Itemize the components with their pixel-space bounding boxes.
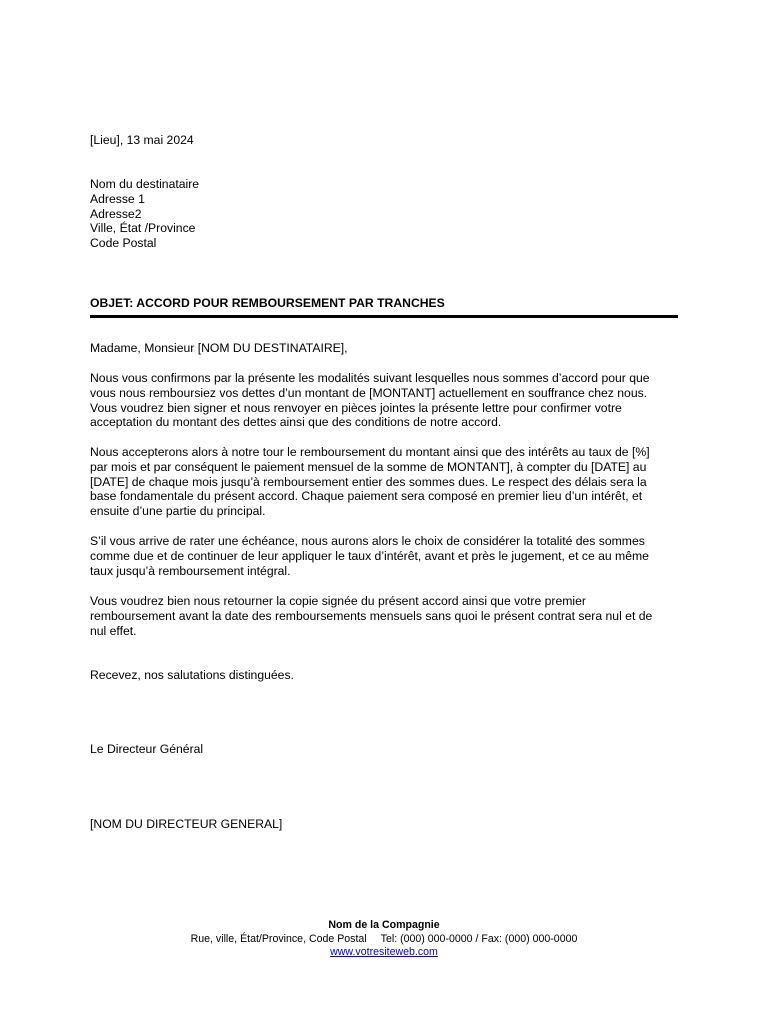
signatory-title: Le Directeur Général: [90, 742, 204, 756]
date-line: [Lieu], 13 mai 2024: [90, 133, 194, 147]
paragraph-line: Nous vous confirmons par la présente les modalités suivant lesquelles nous sommes d’accord pour que: [90, 371, 650, 385]
paragraph-line: remboursement avant la date des remboursements mensuels sans quoi le présent contrat sera nul et de: [90, 608, 653, 623]
paragraph-line: vous nous remboursiez vos dettes d’un montant de [MONTANT] actuellement en souffrance chez nous.: [90, 385, 648, 400]
paragraph-line: par mois et par conséquent le paiement mensuel de la somme de MONTANT], à compter du [DATE] au: [90, 459, 647, 474]
paragraph-line: Vous voudrez bien signer et nous renvoyer en pièces jointes la présente lettre pour confirmer votre: [90, 400, 622, 415]
paragraph-1: [90, 371, 690, 430]
footer-address: Rue, ville, État/Province, Code Postal: [190, 933, 367, 945]
recipient-address-line-2: Adresse2: [90, 206, 142, 221]
subject-divider: [90, 315, 678, 318]
website-link[interactable]: www.votresiteweb.com: [330, 946, 438, 958]
footer-website: [0, 946, 768, 960]
footer-company-name: Nom de la Compagnie: [328, 919, 440, 931]
paragraph-line: base fondamentale du présent accord. Chaque paiement sera composé en premier lieu d’un intérêt, et: [90, 489, 643, 504]
paragraph-line: S’il vous arrive de rater une échéance, nous aurons alors le choix de considérer la totalité des sommes: [90, 534, 645, 548]
recipient-city-state: Ville, État /Province: [90, 221, 196, 236]
salutation: Madame, Monsieur [NOM DU DESTINATAIRE],: [90, 341, 348, 355]
paragraph-line: Nous accepterons alors à notre tour le remboursement du montant ainsi que des intérêts au taux de [%]: [90, 445, 650, 459]
paragraph-2: [90, 445, 690, 519]
footer-phone-fax: Tel: (000) 000-0000 / Fax: (000) 000-0000: [380, 933, 578, 945]
subject-line: OBJET: ACCORD POUR REMBOURSEMENT PAR TRANCHES: [90, 296, 445, 310]
paragraph-line: Vous voudrez bien nous retourner la copie signée du présent accord ainsi que votre premier: [90, 594, 586, 608]
closing-line: Recevez, nos salutations distinguées.: [90, 668, 294, 682]
paragraph-3: [90, 534, 690, 578]
paragraph-line: nul effet.: [90, 623, 137, 638]
paragraph-line: taux jusqu’à remboursement intégral.: [90, 563, 291, 578]
paragraph-line: acceptation du montant des dettes ainsi que des conditions de notre accord.: [90, 415, 502, 430]
paragraph-line: [DATE] de chaque mois jusqu’à remboursement entier des sommes dues. Le respect des délais sera la: [90, 474, 647, 489]
recipient-address: [90, 177, 690, 251]
paragraph-line: ensuite d’une partie du principal.: [90, 504, 266, 519]
paragraph-4: [90, 594, 690, 638]
signatory-name: [NOM DU DIRECTEUR GENERAL]: [90, 817, 283, 831]
paragraph-line: comme due et de continuer de leur appliquer le taux d’intérêt, avant et près le jugement, et ce au même: [90, 548, 649, 563]
recipient-name: Nom du destinataire: [90, 177, 200, 191]
recipient-address-line-1: Adresse 1: [90, 191, 145, 206]
recipient-postal-code: Code Postal: [90, 236, 157, 251]
footer-contact: [0, 933, 768, 947]
